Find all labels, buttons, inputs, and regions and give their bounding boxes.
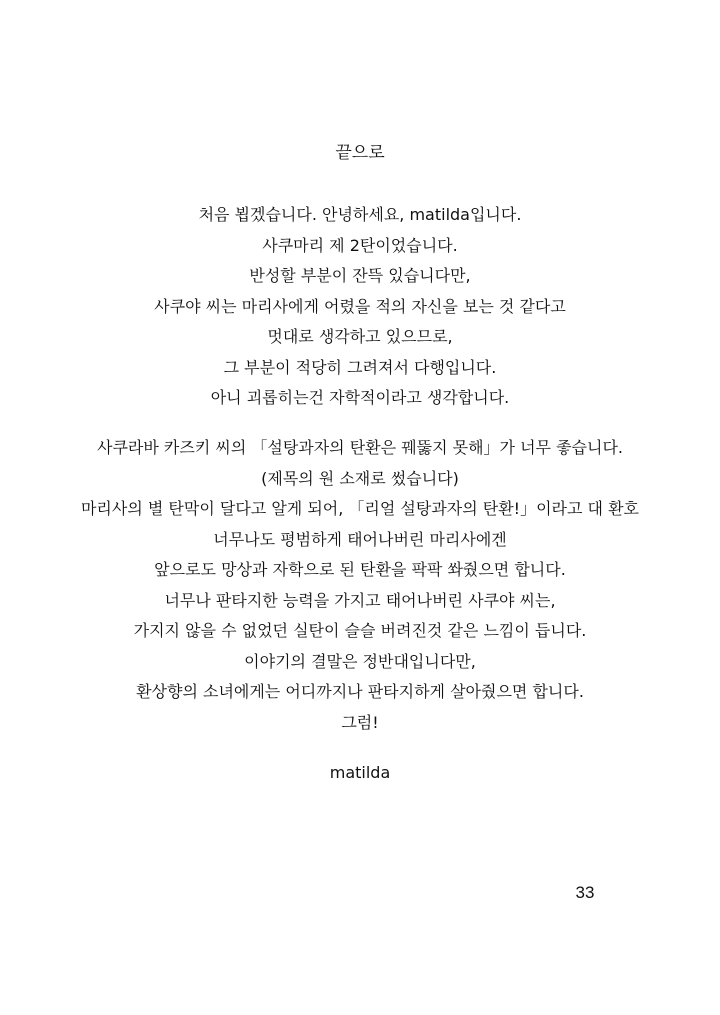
text-line: 그 부분이 적당히 그려져서 다행입니다. <box>223 357 497 377</box>
afterword-title: 끝으로 <box>335 143 385 163</box>
text-line: (제목의 원 소재로 썼습니다) <box>261 468 459 488</box>
text-line: 가지지 않을 수 없었던 실탄이 슬슬 버려진것 같은 느낌이 듭니다. <box>133 621 587 640</box>
text-line: 환상향의 소녀에게는 어디까지나 판타지하게 살아줬으면 합니다. <box>136 682 584 701</box>
text-line: 멋대로 생각하고 있으므로, <box>267 327 453 346</box>
text-line: 이야기의 결말은 정반대입니다만, <box>244 651 476 671</box>
author-signature: matilda <box>329 763 391 782</box>
text-line: 그럼! <box>341 712 379 732</box>
text-line: 너무나 판타지한 능력을 가지고 태어나버린 사쿠야 씨는, <box>164 590 556 610</box>
page-number: 33 <box>575 883 595 902</box>
text-line: 너무나도 평범하게 태어나버린 마리사에겐 <box>213 529 507 549</box>
afterword-paragraph-1 <box>0 200 720 414</box>
text-line: 사쿠야 씨는 마리사에게 어렸을 적의 자신을 보는 것 같다고 <box>154 296 566 316</box>
text-line: 처음 뵙겠습니다. 안녕하세요, matilda입니다. <box>198 205 522 224</box>
text-line: 마리사의 별 탄막이 달다고 알게 되어, 「리얼 설탕과자의 탄환!」이라고 대 환호 <box>80 499 640 518</box>
text-line: 앞으로도 망상과 자학으로 된 탄환을 팍팍 쏴줬으면 합니다. <box>154 560 566 579</box>
text-line: 반성할 부분이 잔뜩 있습니다만, <box>249 266 471 285</box>
afterword-paragraph-2 <box>0 433 720 738</box>
text-line: 아니 괴롭히는건 자학적이라고 생각합니다. <box>210 388 510 407</box>
text-line: 사쿠라바 카즈키 씨의 「설탕과자의 탄환은 꿰뚫지 못해」가 너무 좋습니다. <box>97 438 623 457</box>
text-line: 사쿠마리 제 2탄이었습니다. <box>262 235 458 255</box>
